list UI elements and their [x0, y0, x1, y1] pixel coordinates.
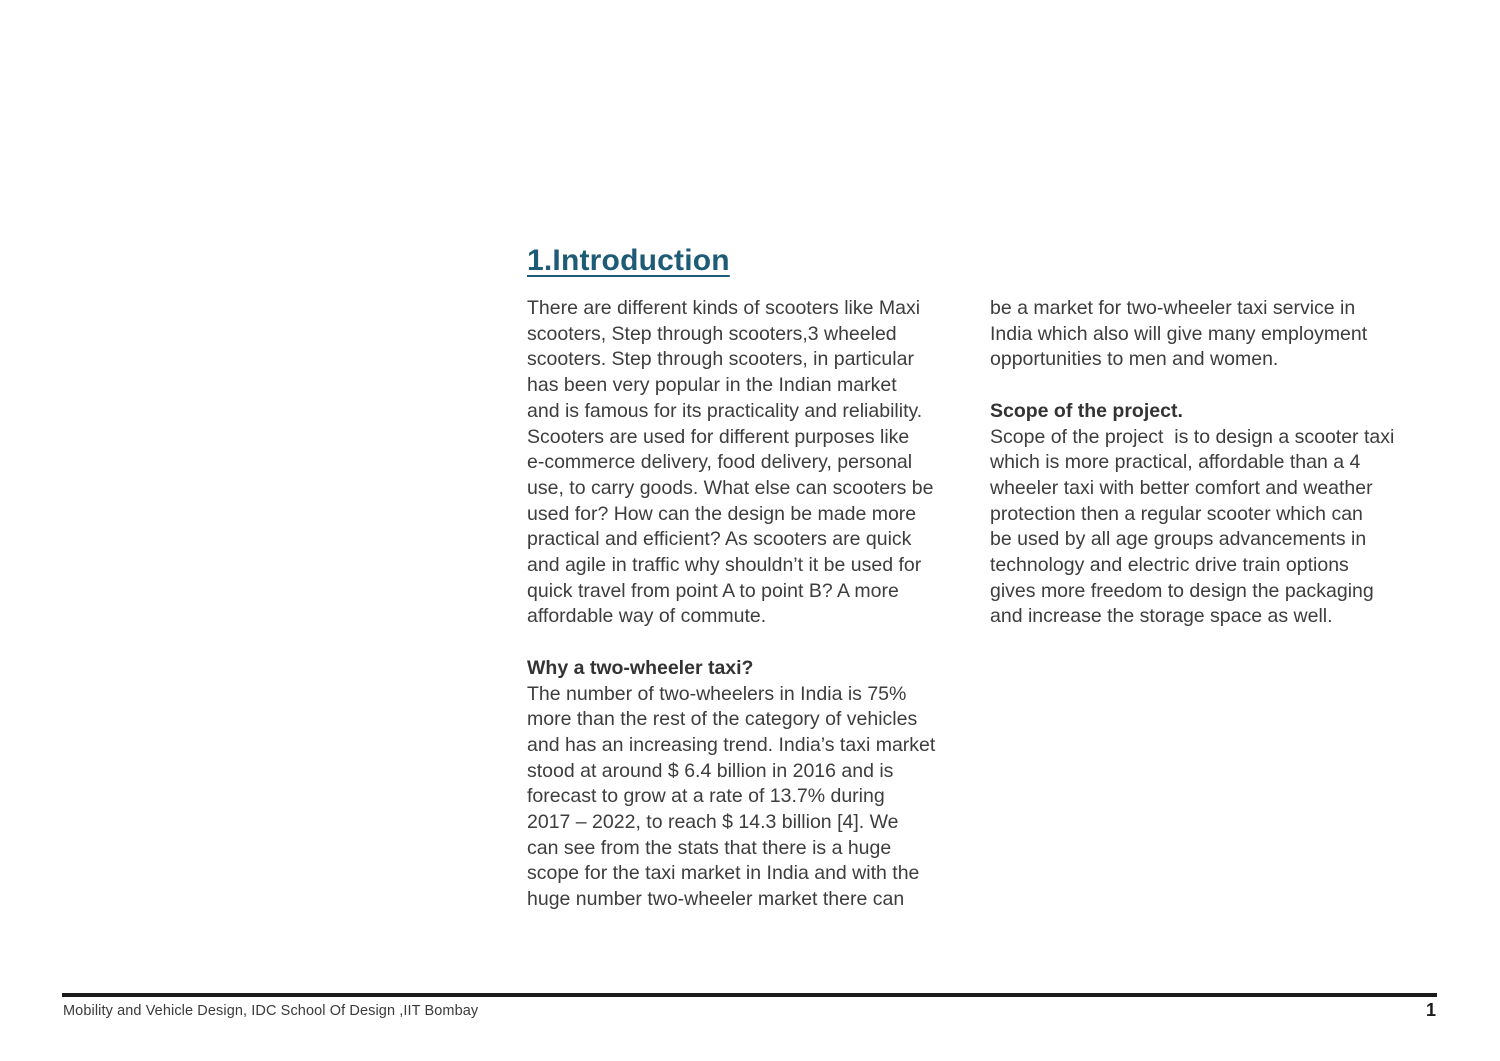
paragraph-scope: Scope of the project is to design a scooter taxi which is more practical, affordable than a 4 wheeler taxi with better comfort and weather protection then a regular scooter which can be used by all age groups advancements in technology and electric drive train options gives more freedom to design the packaging and increase the storage space as well.: [990, 425, 1395, 628]
text-column-left: [527, 296, 987, 913]
subheading-why-two-wheeler-taxi: Why a two-wheeler taxi?: [527, 656, 754, 679]
page-number: 1: [1425, 1000, 1436, 1020]
section-heading: 1.Introduction: [527, 244, 730, 277]
footer-attribution: Mobility and Vehicle Design, IDC School Of Design ,IIT Bombay: [63, 1003, 479, 1019]
paragraph-intro: There are different kinds of scooters like Maxi scooters, Step through scooters,3 wheeled scooters. Step through scooters, in particular has been very popular in the Indian market and is famous for its practicality and reliability. Scooters are used for different purposes like e-commerce delivery, food delivery, personal use, to carry goods. What else can scooters be used for? How can the design be made more practical and efficient? As scooters are quick and agile in traffic why shouldn’t it be used for quick travel from point A to point B? A more affordable way of commute.: [527, 297, 934, 628]
footer-divider: [62, 993, 1437, 997]
paragraph-market-continued: be a market for two-wheeler taxi service in India which also will give many employment opportunities to men and women.: [990, 297, 1368, 371]
subheading-scope-of-project: Scope of the project.: [990, 399, 1183, 422]
paragraph-market-stats: The number of two-wheelers in India is 75% more than the rest of the category of vehicles and has an increasing trend. India’s taxi market stood at around $ 6.4 billion in 2016 and is forecast to grow at a rate of 13.7% during 2017 – 2022, to reach $ 14.3 billion [4]. We can see from the stats that there is a huge scope for the taxi market in India and with the huge number two-wheeler market there can: [527, 682, 936, 911]
text-column-right: [990, 296, 1450, 630]
